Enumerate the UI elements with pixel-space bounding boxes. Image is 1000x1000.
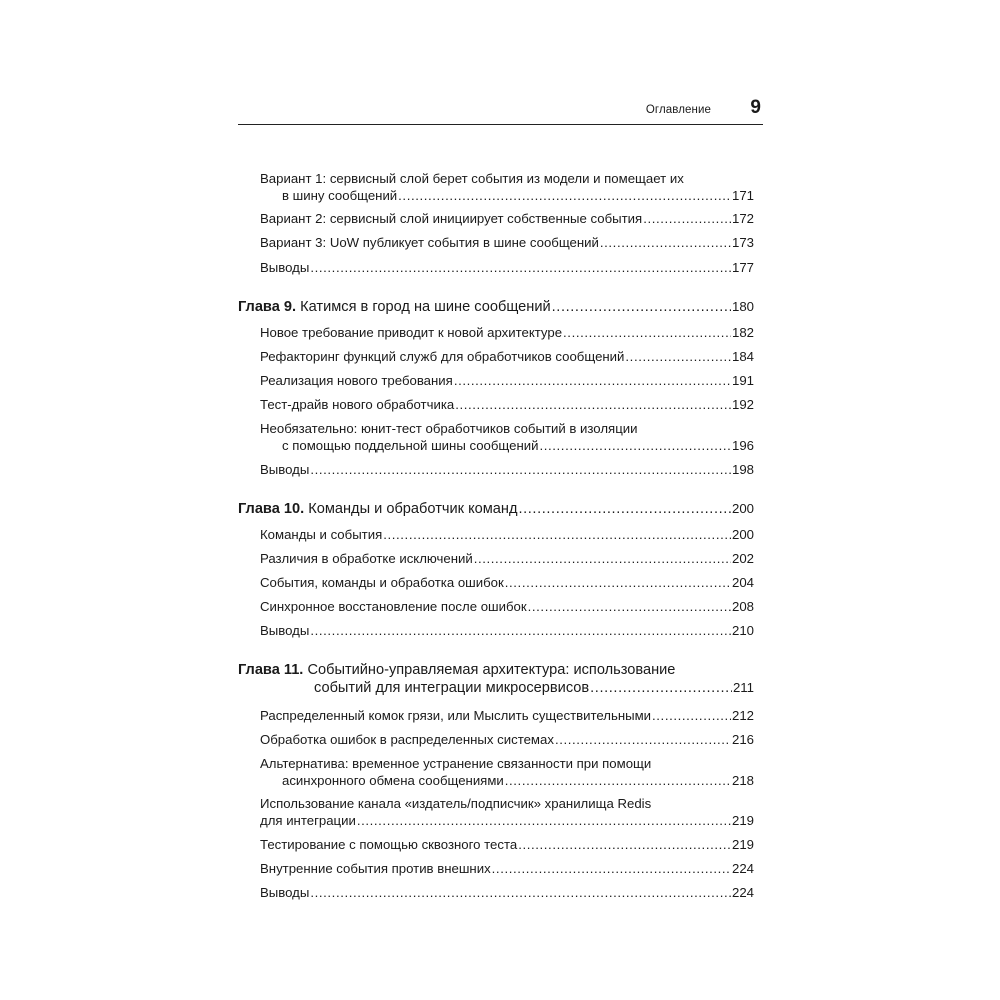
toc-entry-title: Вариант 2: сервисный слой инициирует собственные события — [260, 211, 643, 226]
toc-entry-page: 208 — [731, 599, 754, 614]
dot-leader — [505, 574, 731, 591]
toc-entry — [238, 622, 754, 639]
toc-entry-page: 216 — [731, 732, 754, 747]
toc-entry-title: для интеграции — [260, 813, 356, 828]
toc-entry-title: Внутренние события против внешних — [260, 861, 491, 876]
dot-leader — [552, 298, 731, 316]
dot-leader — [357, 812, 731, 829]
dot-leader — [398, 187, 731, 204]
toc-entry-title: Реализация нового требования — [260, 373, 453, 388]
dot-leader — [590, 679, 732, 697]
toc-entry — [238, 461, 754, 478]
toc-entry-title: События, команды и обработка ошибок — [260, 575, 504, 590]
toc-entry-title: с помощью поддельной шины сообщений — [282, 438, 539, 453]
dot-leader — [652, 707, 731, 724]
toc-entry-page: 218 — [731, 773, 754, 788]
chapter-title: Команды и обработчик команд — [308, 501, 518, 517]
dot-leader — [563, 324, 731, 341]
toc-entry-page: 196 — [731, 438, 754, 453]
toc-entry-title-line1: Вариант 1: сервисный слой берет события из модели и помещает их — [260, 171, 684, 186]
running-header — [238, 96, 763, 125]
toc-entry-page: 173 — [731, 235, 754, 250]
toc-entry-title: Обработка ошибок в распределенных системах — [260, 732, 554, 747]
toc-entry — [238, 170, 754, 204]
toc-entry-title: Вариант 3: UoW публикует события в шине сообщений — [260, 235, 599, 250]
toc-entry — [238, 860, 754, 877]
dot-leader — [625, 348, 731, 365]
dot-leader — [383, 526, 731, 543]
toc-entry-title: Команды и события — [260, 527, 383, 542]
toc-entry-title: Выводы — [260, 885, 310, 900]
toc-entry-page: 219 — [731, 837, 754, 852]
toc-entry-page: 192 — [731, 397, 754, 412]
toc-entry — [238, 259, 754, 276]
dot-leader — [600, 234, 731, 251]
toc-entry-title-line1: Необязательно: юнит-тест обработчиков событий в изоляции — [260, 421, 638, 436]
dot-leader — [505, 772, 731, 789]
chapter-title: Катимся в город на шине сообщений — [300, 299, 551, 315]
dot-leader — [310, 884, 731, 901]
toc-entry-title-line1: Использование канала «издатель/подписчик» хранилища Redis — [260, 796, 652, 811]
toc-chapter — [238, 298, 754, 316]
toc-entry-title: Выводы — [260, 260, 310, 275]
dot-leader — [455, 396, 731, 413]
dot-leader — [474, 550, 731, 567]
toc-entry-page: 212 — [731, 708, 754, 723]
toc-entry-title: Синхронное восстановление после ошибок — [260, 599, 527, 614]
toc-entry-page: 182 — [731, 325, 754, 340]
toc-entry-page: 204 — [731, 575, 754, 590]
dot-leader — [555, 731, 731, 748]
dot-leader — [518, 836, 731, 853]
toc-entry-page: 200 — [731, 527, 754, 542]
toc-entry — [238, 884, 754, 901]
toc-chapter — [238, 661, 754, 697]
chapter-label: Глава 10. — [238, 501, 305, 517]
chapter-title-line1: Событийно-управляемая архитектура: использование — [307, 662, 676, 678]
toc-entry — [238, 324, 754, 341]
dot-leader — [528, 598, 731, 615]
dot-leader — [492, 860, 731, 877]
toc-entry — [238, 348, 754, 365]
toc-entry-title: в шину сообщений — [282, 188, 398, 203]
toc-chapter — [238, 500, 754, 518]
toc-entry-title: Новое требование приводит к новой архитектуре — [260, 325, 563, 340]
dot-leader — [310, 259, 731, 276]
toc-entry-page: 172 — [731, 211, 754, 226]
toc-entry — [238, 550, 754, 567]
chapter-title: событий для интеграции микросервисов — [314, 680, 590, 696]
toc-entry-page: 171 — [731, 188, 754, 203]
toc-entry-page: 198 — [731, 462, 754, 477]
toc-entry-title: Тестирование с помощью сквозного теста — [260, 837, 518, 852]
toc-entry-page: 202 — [731, 551, 754, 566]
dot-leader — [643, 210, 731, 227]
toc-entry — [238, 836, 754, 853]
toc-entry — [238, 372, 754, 389]
toc-entry — [238, 420, 754, 454]
toc-entry — [238, 707, 754, 724]
toc-entry-page: 219 — [731, 813, 754, 828]
toc-entry-page: 180 — [731, 299, 754, 314]
toc-entry — [238, 731, 754, 748]
dot-leader — [518, 500, 731, 518]
toc-entry — [238, 234, 754, 251]
toc-entry-page: 200 — [731, 501, 754, 516]
toc-entry-page: 224 — [731, 885, 754, 900]
toc-entry-title: Выводы — [260, 623, 310, 638]
toc-entry-title: Выводы — [260, 462, 310, 477]
page-number: 9 — [750, 97, 761, 118]
toc-entry — [238, 526, 754, 543]
chapter-label: Глава 9. — [238, 299, 297, 315]
toc-entry-title: Рефакторинг функций служб для обработчиков сообщений — [260, 349, 625, 364]
dot-leader — [539, 437, 731, 454]
running-header-title: Оглавление — [645, 104, 711, 116]
toc-entry-page: 210 — [731, 623, 754, 638]
toc-entry-page: 177 — [731, 260, 754, 275]
chapter-label: Глава 11. — [238, 662, 304, 678]
toc-entry-page: 184 — [731, 349, 754, 364]
toc-entry-title: Тест-драйв нового обработчика — [260, 397, 455, 412]
dot-leader — [310, 622, 731, 639]
toc-entry-title: Различия в обработке исключений — [260, 551, 473, 566]
dot-leader — [310, 461, 731, 478]
toc-entry — [238, 755, 754, 789]
toc-entry-title-line1: Альтернатива: временное устранение связанности при помощи — [260, 756, 652, 771]
toc-entry — [238, 210, 754, 227]
toc-entry-page: 211 — [732, 680, 754, 695]
toc-entry — [238, 574, 754, 591]
toc-entry — [238, 396, 754, 413]
toc-entry-title: асинхронного обмена сообщениями — [282, 773, 504, 788]
toc-entry-page: 224 — [731, 861, 754, 876]
toc-entry — [238, 598, 754, 615]
toc-entry-page: 191 — [731, 373, 754, 388]
dot-leader — [454, 372, 731, 389]
toc-entry-title: Распределенный комок грязи, или Мыслить существительными — [260, 708, 652, 723]
toc-entry — [238, 795, 754, 829]
